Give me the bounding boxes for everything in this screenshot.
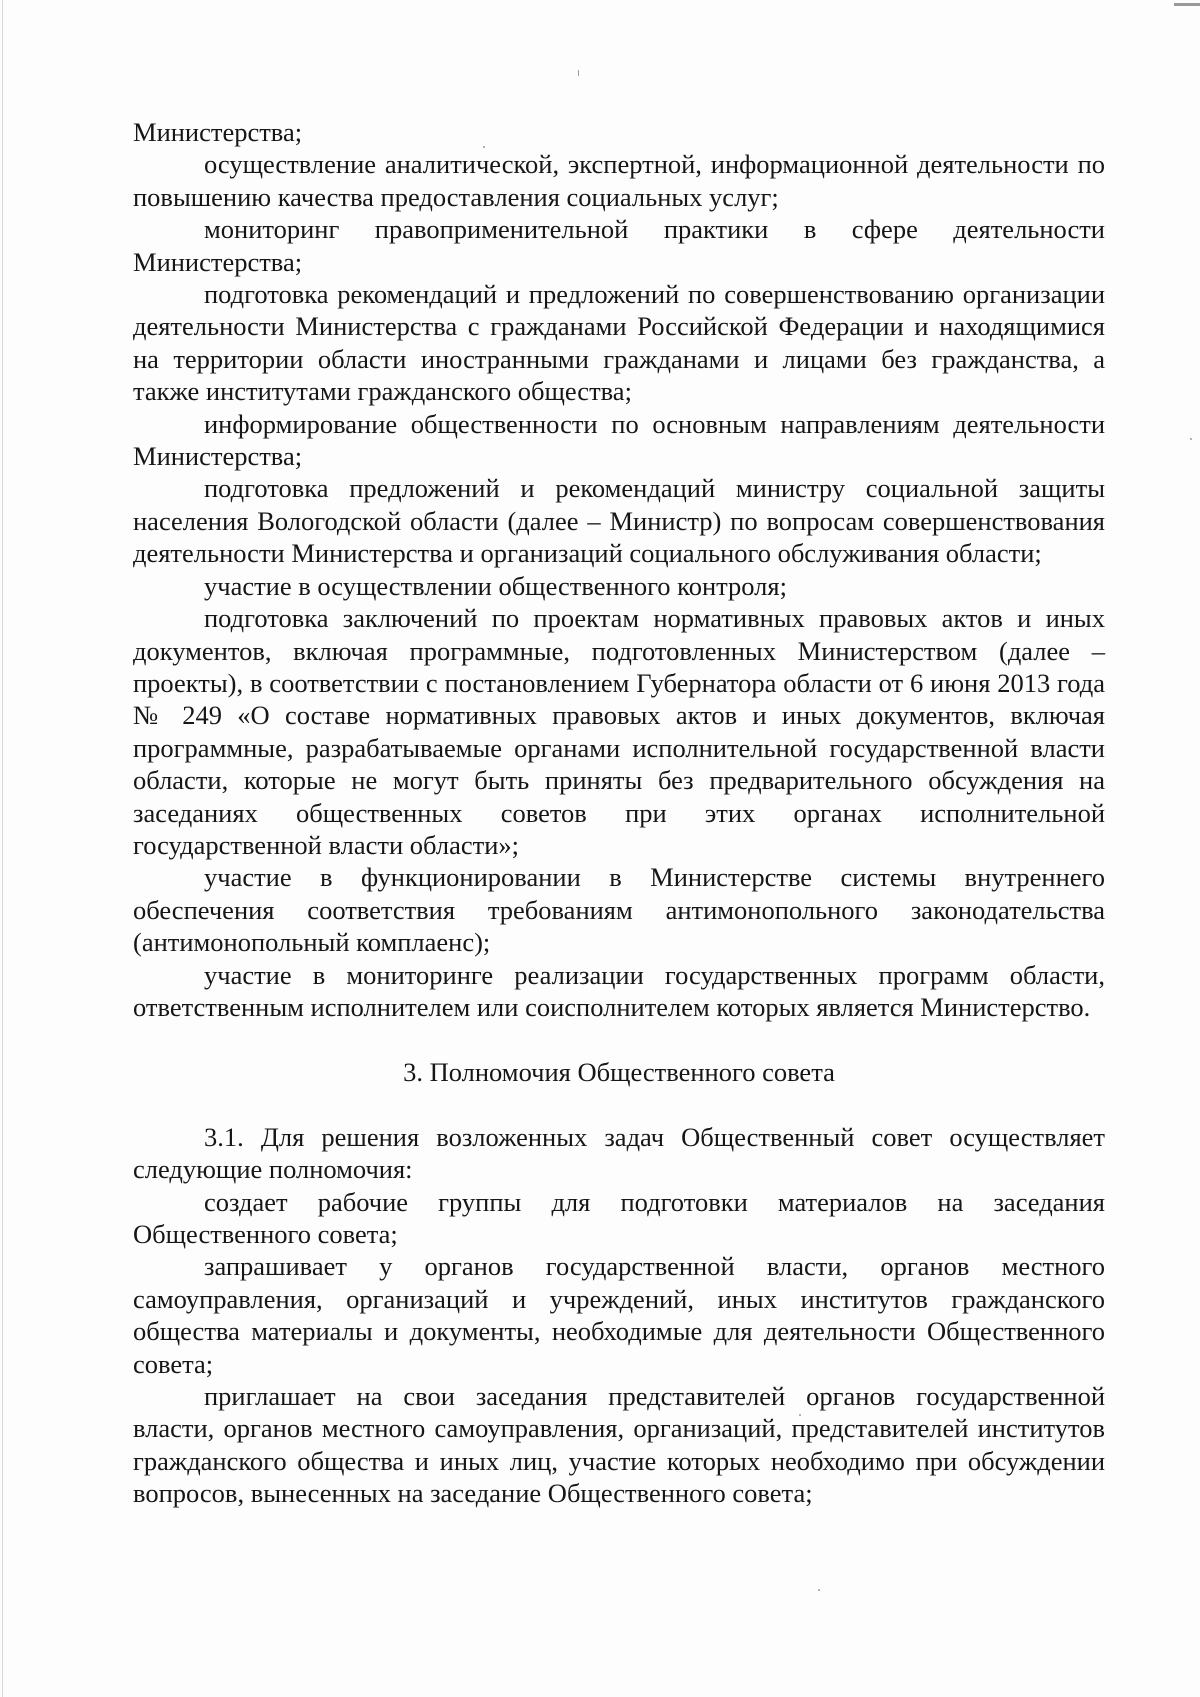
paragraph: запрашивает у органов государственной власти, органов местного самоуправления, организаций и учреждений, иных институтов гражданского общества материалы и документы, необходимые для деятельности Общественного совета; (133, 1251, 1105, 1379)
scan-speck (1190, 438, 1192, 440)
paragraph: участие в мониторинге реализации государственных программ области, ответственным исполнителем или соисполнителем которых является Министерство. (133, 959, 1105, 1022)
paragraph: участие в осуществлении общественного контроля; (204, 570, 787, 601)
paragraph: информирование общественности по основным направлениям деятельности Министерства; (133, 408, 1105, 472)
paragraph: подготовка заключений по проектам нормативных правовых актов и иных документов, включая программные, подготовленных Министерством (далее – проекты), в соответствии с постановлением Губернатора области от 6 июня 2013 года № 249 «О составе нормативных правовых актов и иных документов, включая программные, разрабатываемые органами исполнительной государственной власти области, которые не могут быть приняты без предварительного обсуждения на заседаниях общественных советов при этих органах исполнительной государственной власти области»; (133, 603, 1105, 860)
scan-speck (578, 70, 579, 76)
paragraph-continuation: Министерства; (133, 117, 303, 147)
scan-speck (818, 1589, 820, 1591)
scan-edge-line (2, 0, 3, 1697)
paragraph: мониторинг правоприменительной практики в сфере деятельности Министерства; (133, 214, 1105, 277)
document-body (133, 116, 1105, 1510)
scan-corner-mark (1174, 3, 1200, 6)
paragraph: подготовка рекомендаций и предложений по совершенствованию организации деятельности Министерства с гражданами Российской Федерации и находящимися на территории области иностранными гражданами и лицами без гражданства, а также институтами гражданского общества; (133, 279, 1105, 407)
paragraph: осуществление аналитической, экспертной, информационной деятельности по повышению качества предоставления социальных услуг; (133, 149, 1105, 212)
paragraph: 3.1. Для решения возложенных задач Общественный совет осуществляет следующие полномочия: (133, 1121, 1105, 1185)
paragraph: приглашает на свои заседания представителей органов государственной власти, органов местного самоуправления, организаций, представителей институтов гражданского общества и иных лиц, участие которых необходимо при обсуждении вопросов, вынесенных на заседание Общественного совета; (133, 1381, 1105, 1509)
section-heading: 3. Полномочия Общественного совета (403, 1057, 835, 1088)
paragraph: создает рабочие группы для подготовки материалов на заседания Общественного совета; (133, 1186, 1105, 1249)
paragraph: подготовка предложений и рекомендаций министру социальной защиты населения Вологодской области (далее – Министр) по вопросам совершенствования деятельности Министерства и организаций социального обслуживания области; (133, 473, 1105, 569)
paragraph: участие в функционировании в Министерстве системы внутреннего обеспечения соответствия требованиям антимонопольного законодательства (антимонопольный комплаенс); (133, 862, 1105, 958)
